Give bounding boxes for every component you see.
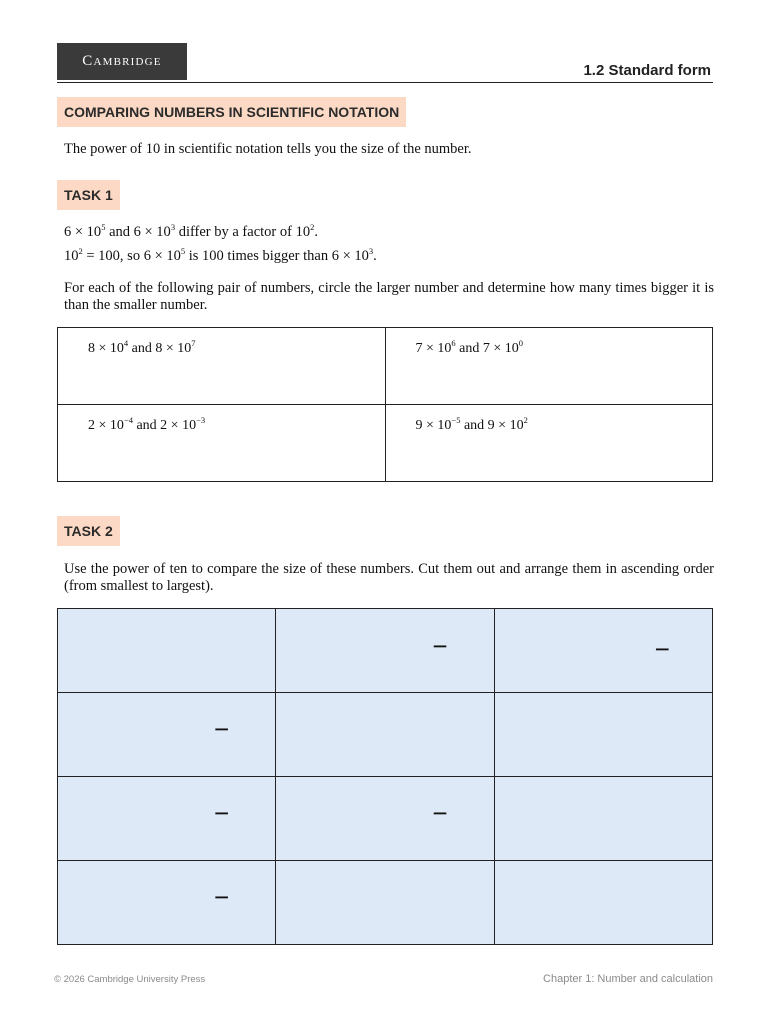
section-title: 1.2 Standard form [583,62,711,79]
task1-table [57,327,713,482]
minus-sign: − [432,631,448,661]
intro-heading: COMPARING NUMBERS IN SCIENTIFIC NOTATION [57,97,406,127]
task1-heading: TASK 1 [57,180,120,210]
minus-sign: − [654,634,670,664]
cutout-card[interactable] [276,777,494,861]
task1-line2: $10^2 = 100$, so $6 \times 10^5$ is 100 times bigger than $6 \times 10^3$. [64,246,377,264]
intro-text: The power of 10 in scientific notation tells you the size of the number. [64,141,472,157]
cutout-card[interactable] [58,609,276,693]
cutout-card[interactable] [494,693,712,777]
minus-sign: − [214,798,230,828]
task2-grid [57,608,713,945]
footer-chapter: Chapter 1: Number and calculation [543,973,713,985]
cambridge-logo [57,43,187,80]
pair-cell[interactable]: $7 \times 10^6$ and $7 \times 10^0$ [385,328,713,405]
task1-instruction: For each of the following pair of numbers, circle the larger number and determine how many times bigger it is than the smaller number. [64,280,714,313]
task1-line1: $6 \times 10^5$ and $6 \times 10^3$ differ by a factor of $10^2$. [64,222,318,240]
cutout-card[interactable] [276,609,494,693]
task2-instruction: Use the power of ten to compare the size of these numbers. Cut them out and arrange them in ascending order (from smallest to largest). [64,561,714,594]
minus-sign: − [214,714,230,744]
pair-cell[interactable]: $8 \times 10^4$ and $8 \times 10^7$ [58,328,386,405]
cutout-card[interactable] [276,861,494,945]
cutout-card[interactable] [58,777,276,861]
logo-text: Cambridge [82,53,162,69]
pair-cell[interactable]: $9 \times 10^{-5}$ and $9 \times 10^2$ [385,405,713,482]
minus-sign: − [432,798,448,828]
cutout-card[interactable] [494,861,712,945]
header-rule [57,82,713,83]
minus-sign: − [214,882,230,912]
cutout-card[interactable] [58,861,276,945]
cutout-card[interactable] [494,609,712,693]
cutout-card[interactable] [58,693,276,777]
cutout-card[interactable] [494,777,712,861]
task2-heading: TASK 2 [57,516,120,546]
cutout-card[interactable] [276,693,494,777]
footer-copyright: © 2026 Cambridge University Press [54,974,206,985]
pair-cell[interactable]: $2 \times 10^{-4}$ and $2 \times 10^{-3}$ [58,405,386,482]
